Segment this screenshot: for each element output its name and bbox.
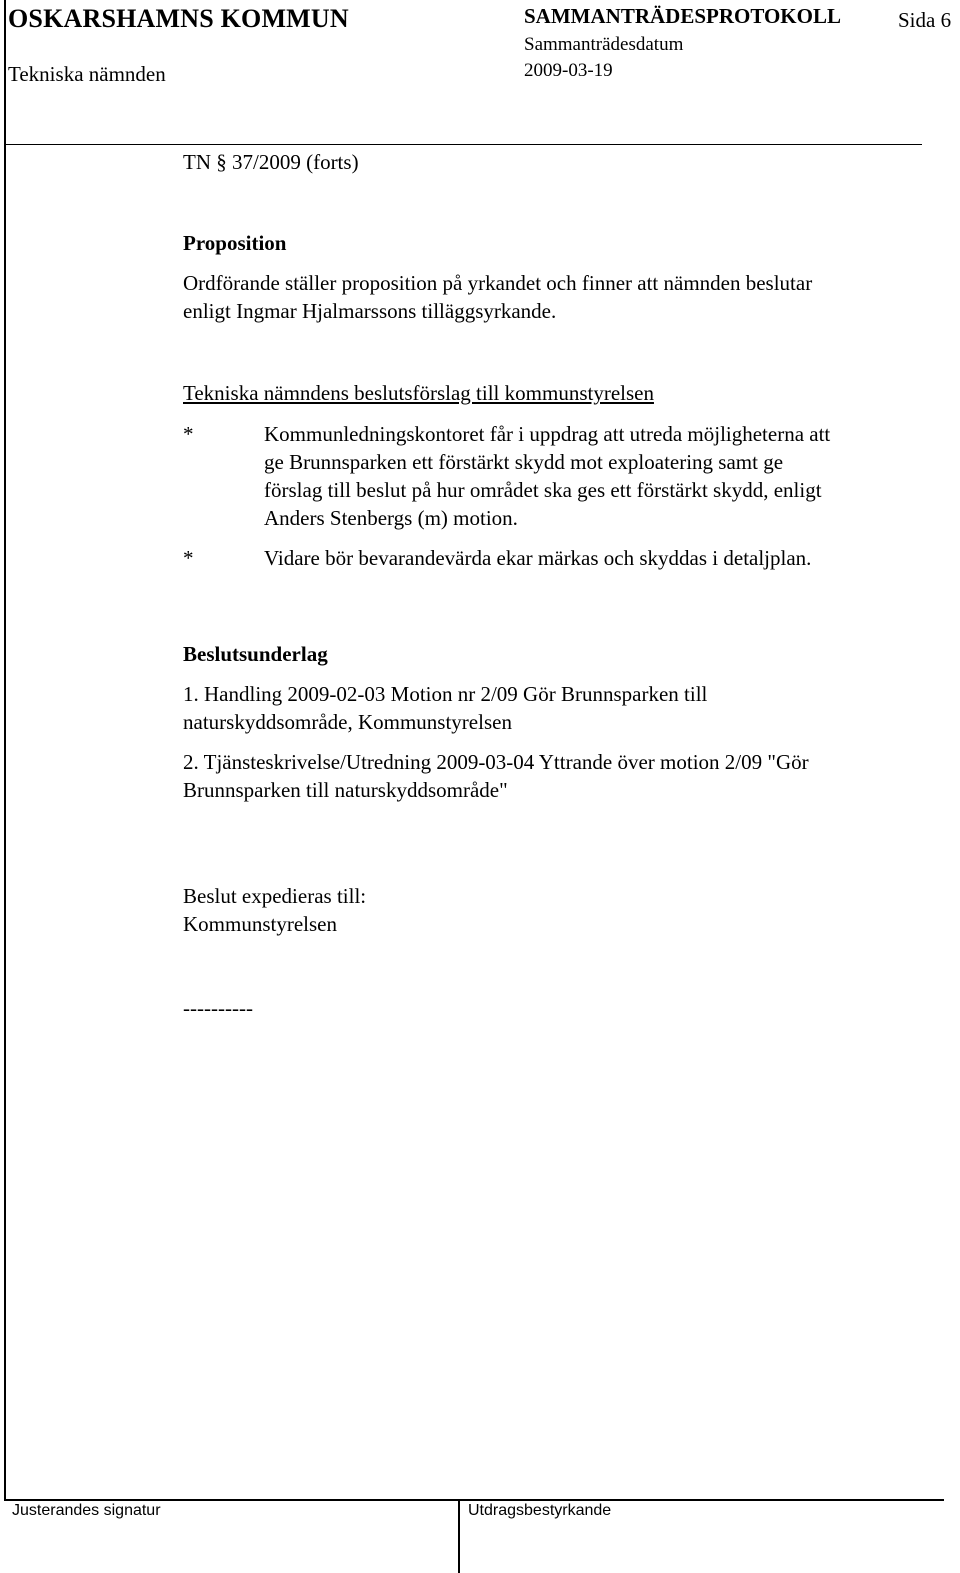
meeting-date-label: Sammanträdesdatum <box>524 34 684 55</box>
document-type: SAMMANTRÄDESPROTOKOLL <box>524 4 841 28</box>
footer-rule <box>4 1499 944 1501</box>
dispatch-recipient: Kommunstyrelsen <box>183 912 337 936</box>
proposition-text-line-2: enligt Ingmar Hjalmarssons tilläggsyrkande. <box>183 299 557 323</box>
bullet-mark: * <box>183 546 194 570</box>
header-rule <box>4 144 922 145</box>
bullet-1-line-1: Kommunledningskontoret får i uppdrag att utreda möjligheterna att <box>264 422 831 446</box>
basis-item-2-line-1: 2. Tjänsteskrivelse/Utredning 2009-03-04 Yttrande över motion 2/09 "Gör <box>183 750 809 774</box>
bullet-2-line-1: Vidare bör bevarandevärda ekar märkas och skyddas i detaljplan. <box>264 546 812 570</box>
proposition-text-line-1: Ordförande ställer proposition på yrkandet och finner att nämnden beslutar <box>183 271 813 295</box>
signature-label: Justerandes signatur <box>12 1502 161 1519</box>
department-name: Tekniska nämnden <box>8 62 166 86</box>
bullet-1-line-2: ge Brunnsparken ett förstärkt skydd mot exploatering samt ge <box>264 450 784 474</box>
basis-item-1-line-1: 1. Handling 2009-02-03 Motion nr 2/09 Gör Brunnsparken till <box>183 682 708 706</box>
footer-divider <box>458 1499 460 1573</box>
extract-label: Utdragsbestyrkande <box>468 1502 612 1519</box>
case-reference: TN § 37/2009 (forts) <box>183 150 359 174</box>
bullet-1-line-4: Anders Stenbergs (m) motion. <box>264 506 518 530</box>
proposal-heading: Tekniska nämndens beslutsförslag till kommunstyrelsen <box>183 381 654 405</box>
end-marker: ---------- <box>183 996 253 1020</box>
page-number: Sida 6 <box>898 8 952 32</box>
bullet-mark: * <box>183 422 194 446</box>
basis-item-2-line-2: Brunnsparken till naturskyddsområde" <box>183 778 508 802</box>
left-margin-rule <box>4 0 6 1500</box>
organization-name: OSKARSHAMNS KOMMUN <box>8 4 349 33</box>
meeting-date-value: 2009-03-19 <box>524 60 613 81</box>
bullet-1-line-3: förslag till beslut på hur området ska ges ett förstärkt skydd, enligt <box>264 478 822 502</box>
basis-heading: Beslutsunderlag <box>183 642 328 666</box>
basis-item-1-line-2: naturskyddsområde, Kommunstyrelsen <box>183 710 512 734</box>
dispatch-label: Beslut expedieras till: <box>183 884 367 908</box>
proposition-heading: Proposition <box>183 231 287 255</box>
